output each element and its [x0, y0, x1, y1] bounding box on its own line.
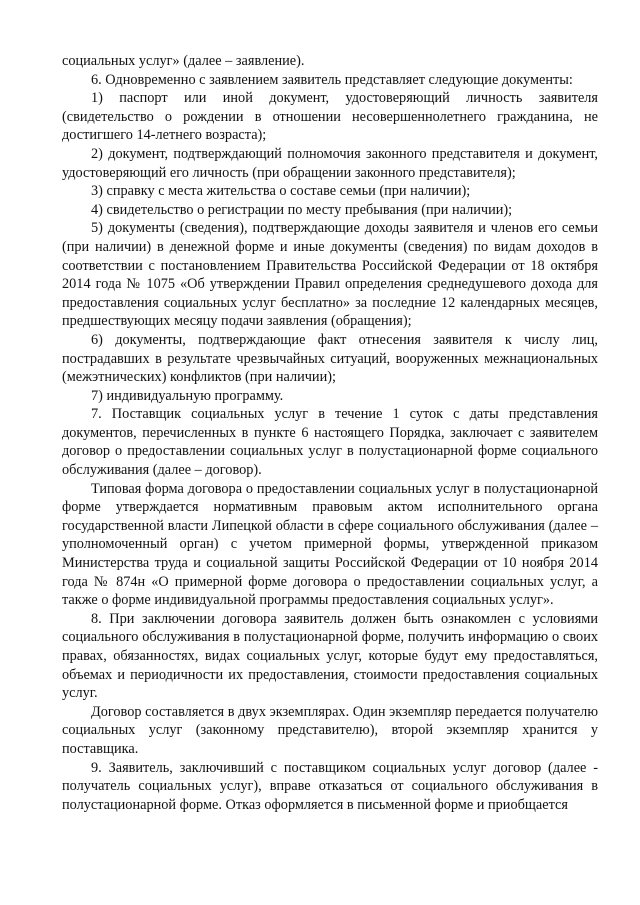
paragraph-doc-3: 3) справку с места жительства о составе семьи (при наличии); [91, 183, 471, 200]
paragraph-doc-1: 1) паспорт или иной документ, удостоверяющий личность заявителя (свидетельство о рождении в отношении несовершеннолетнего гражданина, не достигшего 14-летнего возраста); [62, 90, 598, 144]
paragraph-doc-6: 6) документы, подтверждающие факт отнесения заявителя к числу лиц, пострадавших в результате чрезвычайных ситуаций, вооруженных межнациональных (межэтнических) конфликтов (при наличии); [62, 331, 598, 386]
paragraph-doc-4: 4) свидетельство о регистрации по месту пребывания (при наличии); [91, 201, 513, 218]
paragraph-doc-7: 7) индивидуальную программу. [91, 387, 284, 404]
paragraph-item-7: 7. Поставщик социальных услуг в течение 1 суток с даты представления документов, перечисленных в пункте 6 настоящего Порядка, заключает с заявителем договор о предоставлении социальных услуг в полустационарной форме социального обслуживания (далее – договор). [62, 406, 598, 479]
paragraph-contract-copies: Договор составляется в двух экземплярах. Один экземпляр передается получателю социальных услуг (законному представителю), второй экземпляр хранится у поставщика. [62, 703, 598, 757]
paragraph-doc-2: 2) документ, подтверждающий полномочия законного представителя и документ, удостоверяющий его личность (при обращении законного представителя); [62, 145, 598, 181]
paragraph-item-6: 6. Одновременно с заявлением заявитель представляет следующие документы: [91, 71, 573, 88]
paragraph-doc-5: 5) документы (сведения), подтверждающие доходы заявителя и членов его семьи (при наличии) в денежной форме и иные документы (сведения) по видам доходов в соответствии с постановлением Правительства Российской Федерации от 18 октября 2014 года № 1075 «Об утверждении Правил определения среднедушевого дохода для предоставления социальных услуг бесплатно» за последние 12 календарных месяцев, предшествующих месяцу подачи заявления (обращения); [62, 220, 598, 330]
paragraph-continuation: социальных услуг» (далее – заявление). [62, 53, 305, 69]
paragraph-item-8: 8. При заключении договора заявитель должен быть ознакомлен с условиями социального обслуживания в полустационарной форме, получить информацию о своих правах, обязанностях, видах социальных услуг, которые будут ему предоставляться, объемах и периодичности их предоставления, стоимости предоставления социальных услуг. [62, 610, 598, 702]
paragraph-item-9: 9. Заявитель, заключивший с поставщиком социальных услуг договор (далее - получатель социальных услуг), вправе отказаться от социального обслуживания в полустационарной форме. Отказ оформляется в письменной форме и приобщается [62, 759, 598, 813]
paragraph-typical-form: Типовая форма договора о предоставлении социальных услуг в полустационарной форме утверждается нормативным правовым актом исполнительного органа государственной власти Липецкой области в сфере социального обслуживания (далее – уполномоченный орган) с учетом примерной формы, утвержденной приказом Министерства труда и социальной защиты Российской Федерации от 10 ноября 2014 года № 874н «О примерной форме договора о предоставлении социальных услуг, а также о форме индивидуальной программы предоставления социальных услуг». [62, 480, 598, 609]
document-page [62, 52, 598, 814]
